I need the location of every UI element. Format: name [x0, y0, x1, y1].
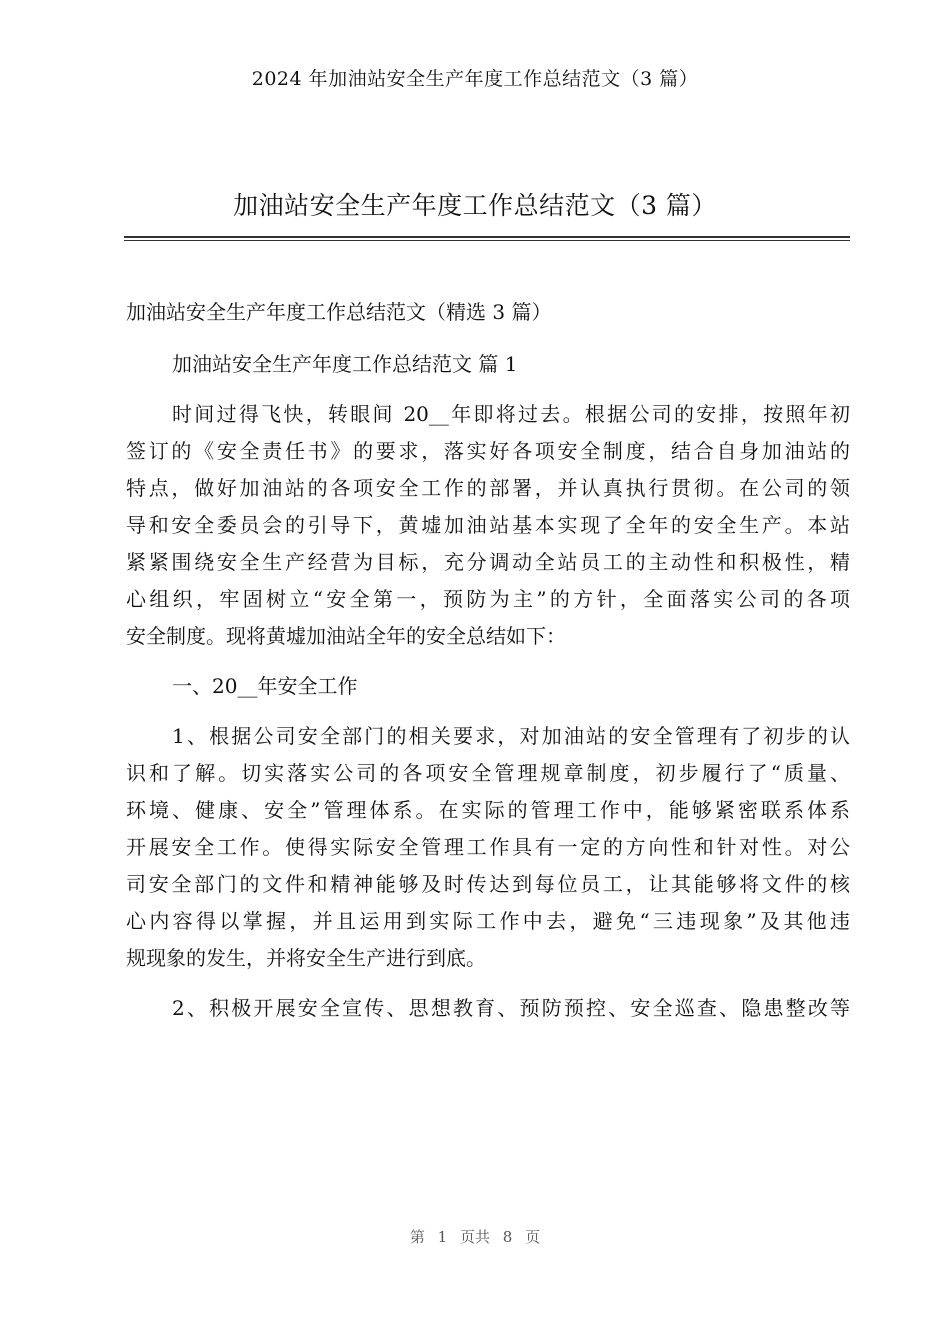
section-1-heading: 一、20__年安全工作 — [172, 674, 358, 698]
title-double-rule — [124, 236, 850, 241]
paragraph-line: 签订的《安全责任书》的要求，落实好各项安全制度，结合自身加油站的 — [126, 439, 850, 463]
document-body — [126, 294, 850, 1027]
paragraph-line: 识和了解。切实落实公司的各项安全管理规章制度，初步履行了“质量、 — [126, 761, 850, 785]
article-heading: 加油站安全生产年度工作总结范文 篇 1 — [172, 352, 518, 376]
paragraph-line: 2、积极开展安全宣传、思想教育、预防预控、安全巡查、隐患整改等 — [172, 996, 850, 1020]
document-title: 加油站安全生产年度工作总结范文（3 篇） — [233, 191, 717, 220]
running-header-title: 2024 年加油站安全生产年度工作总结范文（3 篇） — [251, 68, 699, 90]
paragraph-line: 心组织，牢固树立“安全第一，预防为主”的方针，全面落实公司的各项 — [126, 587, 850, 611]
paragraph-line: 安全制度。现将黄墟加油站全年的安全总结如下： — [126, 624, 566, 648]
paragraph-line: 开展安全工作。使得实际安全管理工作具有一定的方向性和针对性。对公 — [126, 835, 850, 859]
item-2-paragraph — [126, 990, 850, 1027]
paragraph-line: 特点，做好加油站的各项安全工作的部署，并认真执行贯彻。在公司的领 — [126, 476, 850, 500]
paragraph-line: 环境、健康、安全”管理体系。在实际的管理工作中，能够紧密联系体系 — [126, 798, 850, 822]
paragraph-line: 紧紧围绕安全生产经营为目标，充分调动全站员工的主动性和积极性，精 — [126, 550, 850, 574]
collection-title: 加油站安全生产年度工作总结范文（精选 3 篇） — [126, 300, 552, 324]
item-1-paragraph — [126, 718, 850, 977]
paragraph-line: 时间过得飞快，转眼间 20__年即将过去。根据公司的安排，按照年初 — [172, 402, 850, 426]
paragraph-line: 规现象的发生，并将安全生产进行到底。 — [126, 946, 486, 970]
paragraph-1 — [126, 396, 850, 655]
paragraph-line: 司安全部门的文件和精神能够及时传达到每位员工，让其能够将文件的核 — [126, 872, 850, 896]
paragraph-line: 1、根据公司安全部门的相关要求，对加油站的安全管理有了初步的认 — [172, 724, 850, 748]
paragraph-line: 导和安全委员会的引导下，黄墟加油站基本实现了全年的安全生产。本站 — [126, 513, 850, 537]
page-number-footer: 第 1 页共 8 页 — [409, 1228, 541, 1246]
paragraph-line: 心内容得以掌握，并且运用到实际工作中去，避免“三违现象”及其他违 — [126, 909, 850, 933]
